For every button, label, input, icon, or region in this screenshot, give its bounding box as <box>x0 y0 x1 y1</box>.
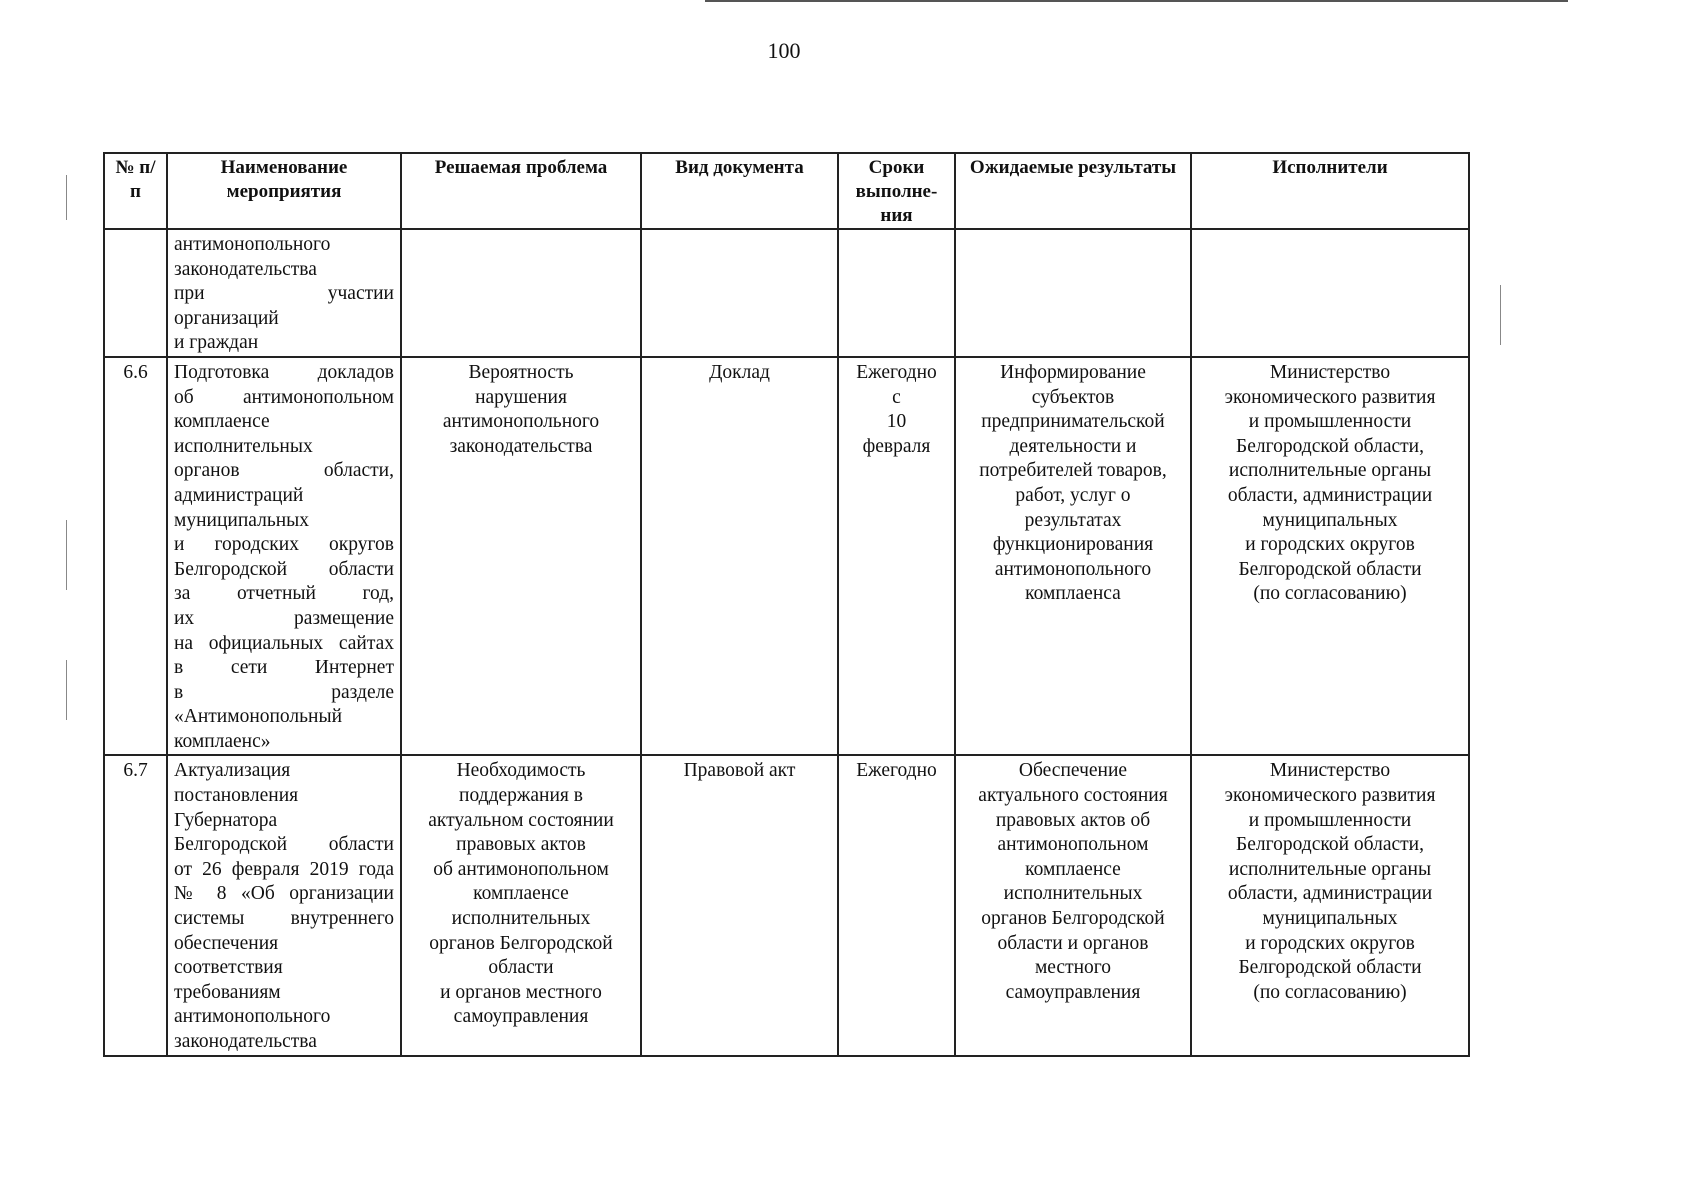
cont-deadline-cell <box>838 229 955 357</box>
text-line: комплаенс» <box>174 730 271 752</box>
row-6-7-name <box>167 755 401 1055</box>
text-line: потребителей товаров, <box>979 460 1167 482</box>
cont-results-cell <box>955 229 1191 357</box>
row-6-7-results <box>955 755 1191 1055</box>
text-line: исполнительных <box>451 908 591 930</box>
text-line: антимонопольного <box>442 411 600 433</box>
scan-artifact <box>66 660 67 720</box>
text-line: № 8 «Об организации <box>174 883 394 905</box>
text-line: актуального состояния <box>978 785 1168 807</box>
cont-problem-cell <box>401 229 641 357</box>
header-num: № п/п <box>104 153 167 229</box>
text-line: постановления <box>174 785 299 807</box>
header-deadline: Сроки выполне-ния <box>838 153 955 229</box>
row-6-6-num: 6.6 <box>104 357 167 756</box>
header-problem: Решаемая проблема <box>401 153 641 229</box>
table-row-6-7 <box>104 755 1469 1055</box>
text-line: органов Белгородской <box>429 932 613 954</box>
text-line: области, администрации <box>1227 883 1433 905</box>
text-line: функционирования <box>992 534 1154 556</box>
text-line: Ежегодно <box>856 361 937 383</box>
text-line: органов области, <box>174 460 394 482</box>
row-6-7-doc-type: Правовой акт <box>641 755 838 1055</box>
header-doc-type: Вид документа <box>641 153 838 229</box>
text-line: Обеспечение <box>1018 760 1128 782</box>
text-line: комплаенсе <box>1025 858 1121 880</box>
text-line: антимонопольного <box>994 558 1152 580</box>
scan-artifact <box>1500 285 1501 345</box>
text-line: правовых актов об <box>995 809 1151 831</box>
text-line: антимонопольного <box>174 1006 331 1028</box>
text-line: «Антимонопольный <box>174 706 343 728</box>
text-line: Белгородской области, <box>1236 435 1424 457</box>
text-line: области, администрации <box>1227 484 1433 506</box>
text-line: нарушения <box>475 386 567 408</box>
text-line: муниципальных <box>174 509 310 531</box>
text-line: комплаенсе <box>473 883 569 905</box>
text-line: предпринимательской <box>981 411 1165 433</box>
text-line: муниципальных <box>1262 509 1398 531</box>
text-line: законодательства <box>174 258 317 280</box>
text-line: Министерство <box>1269 361 1391 383</box>
text-line: требованиям <box>174 981 281 1003</box>
text-line: и промышленности <box>1248 411 1412 433</box>
text-line: Информирование <box>1000 361 1146 383</box>
text-line: муниципальных <box>1262 908 1398 930</box>
scan-artifact <box>66 175 67 220</box>
text-line: 10 <box>886 411 907 433</box>
text-line: самоуправления <box>1005 981 1141 1003</box>
text-line: от 26 февраля 2019 года <box>174 858 394 880</box>
text-line: Необходимость <box>456 760 586 782</box>
cont-doc-type-cell <box>641 229 838 357</box>
text-line: и граждан <box>174 332 259 354</box>
text-line: Белгородской области <box>174 834 394 856</box>
text-line: (по согласованию) <box>1253 981 1407 1003</box>
cont-name-cell <box>167 229 401 357</box>
text-line: в сети Интернет <box>174 657 394 679</box>
text-line: поддержания в <box>459 785 583 807</box>
text-line: исполнительных <box>174 435 313 457</box>
text-line: комплаенсе <box>174 411 270 433</box>
text-line: Губернатора <box>174 809 278 831</box>
page-number: 100 <box>767 38 801 63</box>
text-line: законодательства <box>449 435 593 457</box>
text-line: обеспечения <box>174 932 279 954</box>
text-line: об антимонопольном <box>174 386 394 408</box>
header-executors: Исполнители <box>1191 153 1469 229</box>
text-line: и органов местного <box>440 981 602 1003</box>
text-line: и городских округов <box>1245 932 1415 954</box>
text-line: Министерство <box>1269 760 1391 782</box>
cont-num-cell <box>104 229 167 357</box>
text-line: организаций <box>174 307 279 329</box>
text-line: с <box>892 386 901 408</box>
text-line: февраля <box>862 435 931 457</box>
row-6-6-results <box>955 357 1191 756</box>
table-row-6-6 <box>104 357 1469 756</box>
text-line: субъектов <box>1031 386 1115 408</box>
text-line: местного <box>1034 957 1112 979</box>
text-line: органов Белгородской <box>981 908 1165 930</box>
text-line: и промышленности <box>1248 809 1412 831</box>
text-line: результатах <box>1024 509 1122 531</box>
text-line: антимонопольного <box>174 234 331 255</box>
text-line: области и органов <box>997 932 1149 954</box>
text-line: самоуправления <box>453 1006 589 1028</box>
row-6-7-deadline: Ежегодно <box>838 755 955 1055</box>
header-name: Наименование мероприятия <box>167 153 401 229</box>
text-line: исполнительные органы <box>1228 460 1432 482</box>
text-line: в разделе <box>174 681 394 703</box>
table-header-row <box>104 153 1469 229</box>
text-line: на официальных сайтах <box>174 632 394 654</box>
text-line: Белгородской области, <box>1236 834 1424 856</box>
text-line: соответствия <box>174 957 283 979</box>
text-line: и городских округов <box>1245 534 1415 556</box>
text-line: законодательства <box>174 1031 317 1052</box>
header-results: Ожидаемые результаты <box>955 153 1191 229</box>
text-line: Вероятность <box>468 361 574 383</box>
text-line: (по согласованию) <box>1253 583 1407 605</box>
text-line: Белгородской области <box>1238 558 1422 580</box>
text-line: комплаенса <box>1025 583 1121 605</box>
row-6-6-doc-type: Доклад <box>641 357 838 756</box>
text-line: актуальном состоянии <box>428 809 614 831</box>
text-line: экономического развития <box>1224 386 1436 408</box>
text-line: их размещение <box>174 607 394 629</box>
row-6-7-executors <box>1191 755 1469 1055</box>
text-line: работ, услуг о <box>1015 484 1131 506</box>
text-line: исполнительные органы <box>1228 858 1432 880</box>
activities-table <box>103 152 1470 1057</box>
row-6-6-deadline <box>838 357 955 756</box>
text-line: при участии <box>174 283 394 305</box>
text-line: системы внутреннего <box>174 908 394 930</box>
text-line: исполнительных <box>1003 883 1143 905</box>
top-edge-rule <box>705 0 1568 2</box>
text-line: антимонопольном <box>997 834 1149 856</box>
text-line: правовых актов <box>456 834 586 856</box>
text-line: Актуализация <box>174 760 291 782</box>
row-6-7-problem <box>401 755 641 1055</box>
table-row-continuation <box>104 229 1469 357</box>
scan-artifact <box>66 520 67 590</box>
text-line: Белгородской области <box>174 558 394 580</box>
row-6-6-problem <box>401 357 641 756</box>
text-line: администраций <box>174 484 304 506</box>
row-6-6-executors <box>1191 357 1469 756</box>
text-line: деятельности и <box>1009 435 1137 457</box>
text-line: Подготовка докладов <box>174 361 394 383</box>
text-line: об антимонопольном <box>433 858 609 880</box>
cont-executors-cell <box>1191 229 1469 357</box>
text-line: Белгородской области <box>1238 957 1422 979</box>
text-line: и городских округов <box>174 534 394 556</box>
text-line: за отчетный год, <box>174 583 394 605</box>
row-6-7-num: 6.7 <box>104 755 167 1055</box>
text-line: области <box>488 957 554 979</box>
text-line: экономического развития <box>1224 785 1436 807</box>
row-6-6-name <box>167 357 401 756</box>
